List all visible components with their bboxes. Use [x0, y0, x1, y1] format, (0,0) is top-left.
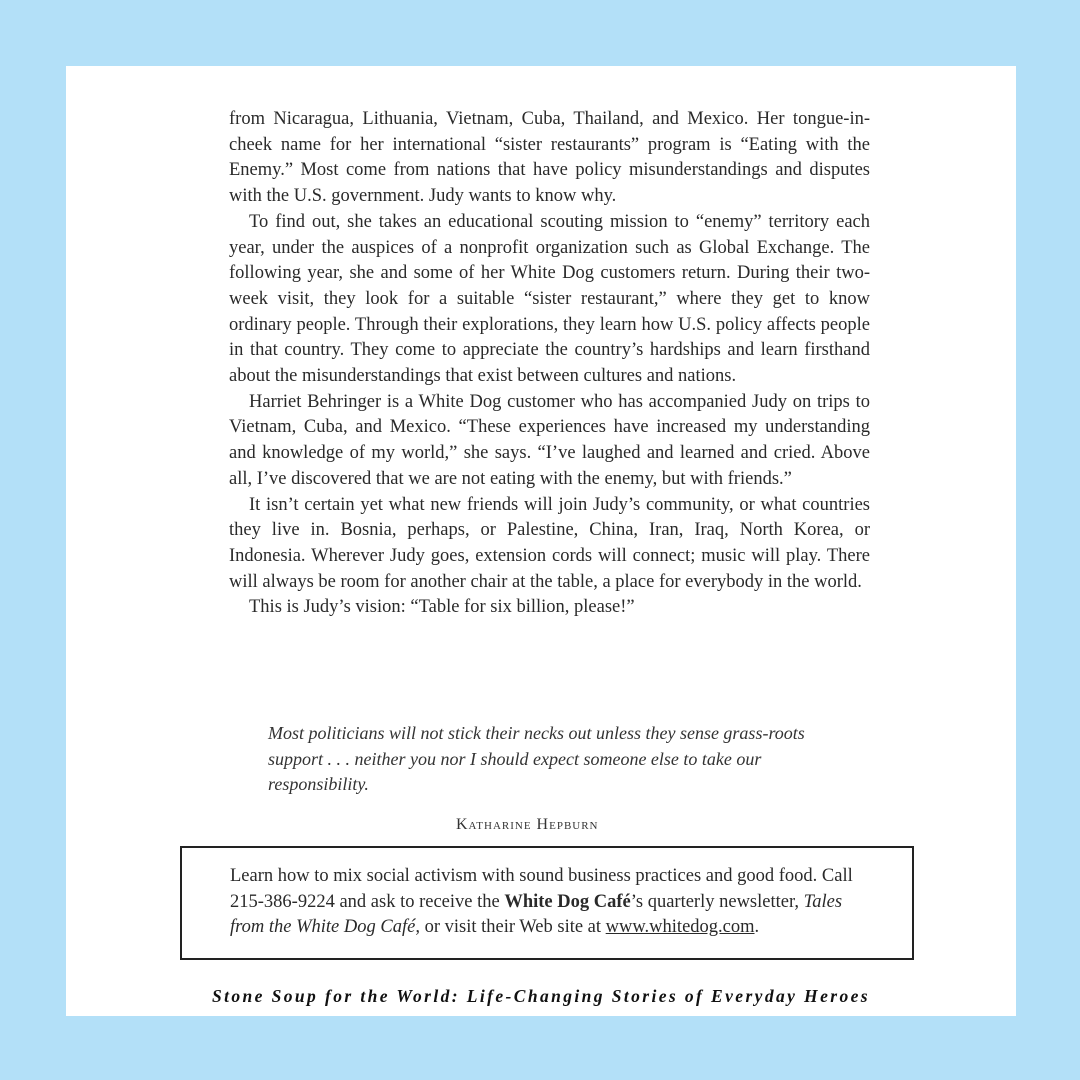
newsletter-title: Tales from the White Dog Café,: [230, 891, 843, 938]
info-text-1: Learn how to mix social activism with sound business practices and good food. Call 215-386-9224 and ask to receive the: [230, 866, 853, 912]
paragraph: from Nicaragua, Lithuania, Vietnam, Cuba, Thailand, and Mexico. Her tongue-in-cheek name for her international “sister restaurants” program is “Eating with the Enemy.” Most come from nations that have policy misunderstandings and disputes with the U.S. government. Judy wants to know why.: [229, 109, 870, 207]
org-name: White Dog Café: [504, 891, 631, 912]
info-text-2: ’s quarterly newsletter,: [630, 891, 804, 912]
info-text-3: or visit their Web site at: [419, 917, 606, 938]
info-box: [180, 846, 914, 960]
paragraph: It isn’t certain yet what new friends will join Judy’s community, or what countries they live in. Bosnia, perhaps, or Palestine, China, Iran, Iraq, North Korea, or Indonesia. Wherever Judy goes, extension cords will connect; music will play. There will always be room for another chair at the table, a place for everybody in the world.: [229, 494, 870, 592]
body-text: [229, 107, 870, 621]
paragraph: Harriet Behringer is a White Dog customer who has accompanied Judy on trips to Vietnam, Cuba, and Mexico. “These experiences have increased my understanding and knowledge of my world,” she says. “I’ve laughed and learned and cried. Above all, I’ve discovered that we are not eating with the enemy, but with friends.”: [229, 391, 870, 489]
quote-attribution: Katharine Hepburn: [456, 816, 599, 833]
website-link[interactable]: www.whitedog.com: [605, 917, 755, 938]
book-title-footer: Stone Soup for the World: Life-Changing Stories of Everyday Heroes: [212, 986, 870, 1006]
info-box-text: [230, 864, 872, 941]
book-page: [66, 66, 1016, 1016]
epigraph-quote: Most politicians will not stick their necks out unless they sense grass-roots support . . . neither you nor I should expect someone else to take our responsibility.: [268, 723, 805, 795]
paragraph: To find out, she takes an educational scouting mission to “enemy” territory each year, under the auspices of a nonprofit organization such as Global Exchange. The following year, she and some of her White Dog customers return. During their two-week visit, they look for a suitable “sister restaurant,” where they get to know ordinary people. Through their explorations, they learn how U.S. policy affects people in that country. They come to appreciate the country’s hardships and learn firsthand about the misunderstandings that exist between cultures and nations.: [229, 211, 870, 387]
info-text-4: .: [754, 917, 760, 938]
paragraph: This is Judy’s vision: “Table for six billion, please!”: [249, 597, 635, 618]
